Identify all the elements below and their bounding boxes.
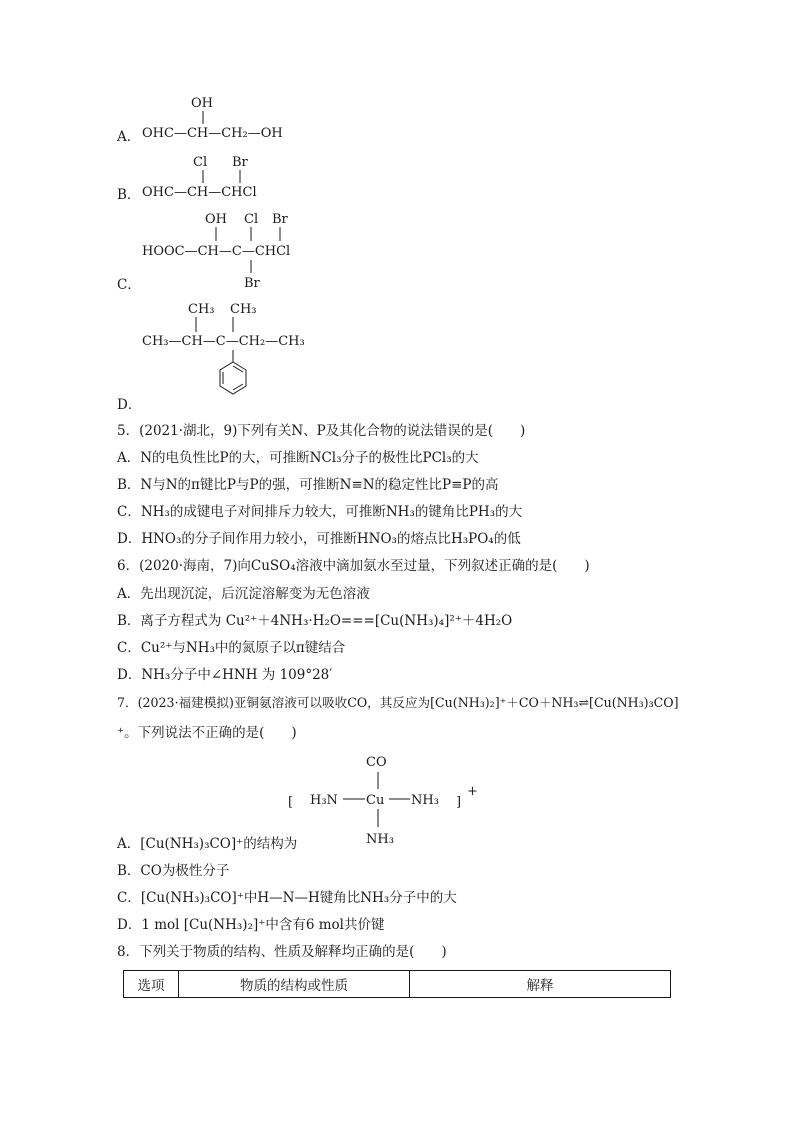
q7-option-d: D．1 mol [Cu(NH₃)₂]⁺中含有6 mol共价键 — [117, 917, 385, 933]
complex-cu: Cu — [366, 793, 385, 808]
complex-charge: + — [467, 784, 478, 799]
complex-co: CO — [366, 755, 387, 770]
struct-a-main: OHC—CH—CH₂—OH — [142, 126, 283, 141]
struct-c-oh: OH — [205, 212, 227, 227]
q6-option-c: C．Cu²⁺与NH₃中的氮原子以π键结合 — [117, 640, 346, 656]
q6-option-d: D．NH₃分子中∠HNH 为 109°28′ — [117, 667, 333, 683]
q6-option-a: A．先出现沉淀，后沉淀溶解变为无色溶液 — [117, 586, 370, 602]
q5-option-a: A．N的电负性比P的大，可推断NCl₃分子的极性比PCl₃的大 — [117, 450, 479, 466]
struct-c-cl: Cl — [244, 212, 259, 227]
q7-option-c: C．[Cu(NH₃)₃CO]⁺中H—N—H键角比NH₃分子中的大 — [117, 890, 457, 906]
complex-lbracket: [ — [288, 795, 294, 810]
option-d-label: D． — [117, 397, 142, 413]
q8-table — [123, 970, 671, 998]
struct-a-oh: OH — [191, 96, 213, 111]
q7-stem-line2: ⁺。下列说法不正确的是( ) — [117, 725, 297, 741]
q7-option-b: B．CO为极性分子 — [117, 863, 230, 879]
q5-option-d: D．HNO₃的分子间作用力较小，可推断HNO₃的熔点比H₃PO₄的低 — [117, 531, 521, 547]
q6-option-b: B．离子方程式为 Cu²⁺＋4NH₃·H₂O===[Cu(NH₃)₄]²⁺＋4H₂O — [117, 613, 513, 629]
complex-nh3-bottom: NH₃ — [366, 832, 394, 847]
struct-c-main: HOOC—CH—C—CHCl — [142, 244, 291, 259]
q6-stem: 6．(2020·海南，7)向CuSO₄溶液中滴加氨水至过量，下列叙述正确的是( ) — [117, 558, 590, 574]
header-structure-property: 物质的结构或性质 — [179, 971, 410, 998]
struct-d-main: CH₃—CH—C—CH₂—CH₃ — [142, 334, 305, 349]
header-option: 选项 — [124, 971, 179, 998]
q7-option-a: A．[Cu(NH₃)₃CO]⁺的结构为 — [117, 836, 298, 852]
complex-rbracket: ] — [456, 795, 462, 810]
q8-stem: 8．下列关于物质的结构、性质及解释均正确的是( ) — [117, 944, 447, 960]
struct-b-br: Br — [232, 155, 248, 170]
complex-h3n: H₃N — [310, 793, 338, 808]
q5-option-c: C．NH₃的成键电子对间排斥力较大，可推断NH₃的键角比PH₃的大 — [117, 504, 523, 520]
option-c-label: C． — [117, 277, 141, 293]
struct-d-ch3-1: CH₃ — [188, 302, 215, 317]
option-b-label: B． — [117, 187, 141, 203]
q7-stem-line1: 7．(2023·福建模拟)亚铜氨溶液可以吸收CO，其反应为[Cu(NH₃)₂]⁺＋CO＋NH₃⇌[Cu(NH₃)₃CO] — [117, 695, 679, 710]
complex-nh3-right: NH₃ — [411, 793, 439, 808]
struct-c-br-top: Br — [272, 212, 288, 227]
struct-c-br-bottom: Br — [244, 276, 260, 291]
q5-option-b: B．N与N的π键比P与P的强，可推断N≡N的稳定性比P≡P的高 — [117, 477, 499, 493]
struct-b-main: OHC—CH—CHCl — [142, 185, 257, 200]
struct-d-ch3-2: CH₃ — [230, 302, 257, 317]
q5-stem: 5．(2021·湖北，9)下列有关N、P及其化合物的说法错误的是( ) — [117, 423, 526, 439]
header-explanation: 解释 — [410, 971, 671, 998]
option-a-label: A． — [117, 129, 141, 145]
table-header-row — [124, 971, 671, 998]
struct-b-cl: Cl — [193, 155, 208, 170]
